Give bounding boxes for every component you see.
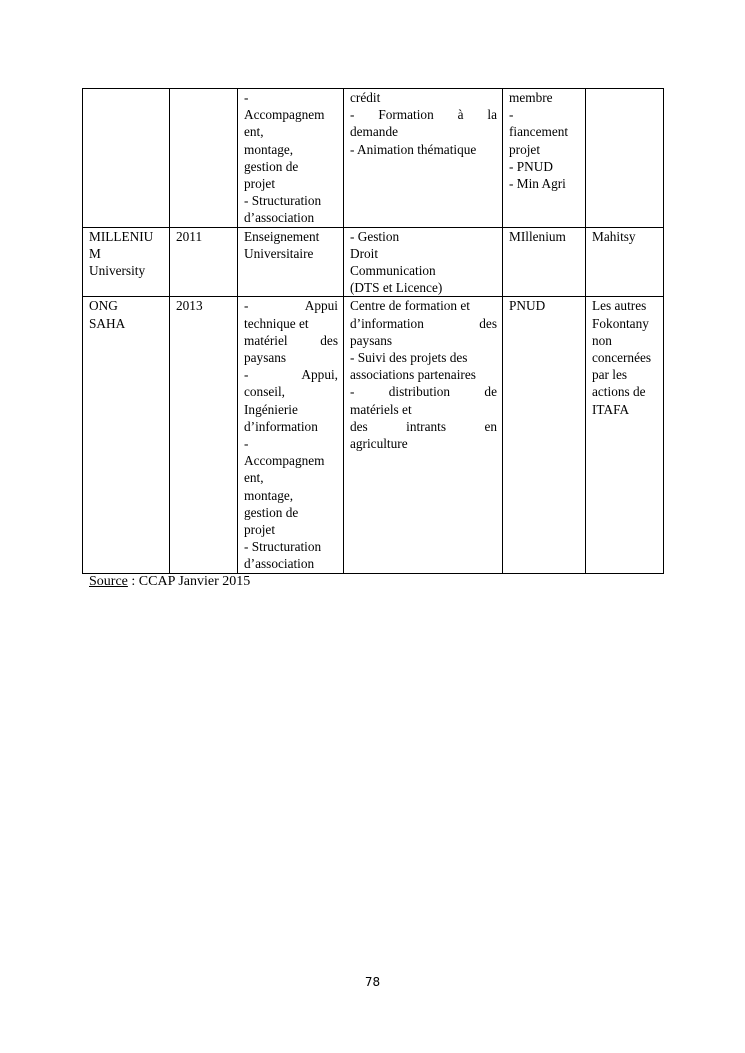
partners-cell: [503, 89, 586, 228]
cell-line: projet: [244, 522, 276, 538]
cell-word: -: [244, 367, 249, 383]
cell-word: des: [479, 315, 497, 331]
domain-cell: [238, 89, 344, 228]
cell-line: non: [592, 332, 612, 348]
org-cell: [83, 227, 170, 297]
cell-line: MILLENIU: [89, 228, 154, 244]
activities-cell: [344, 297, 503, 573]
source-text: : CCAP Janvier 2015: [127, 574, 251, 589]
cell-line: Ingénierie: [244, 401, 298, 417]
table-row: [83, 227, 664, 297]
cell-line: -: [244, 90, 249, 105]
cell-line: paysans: [350, 332, 393, 348]
cell-line: crédit: [350, 90, 381, 105]
cell-line: (DTS et Licence): [350, 280, 443, 296]
cell-line: Accompagnem: [244, 107, 325, 123]
cell-line: PNUD: [509, 298, 546, 314]
cell-line: - PNUD: [509, 158, 553, 174]
cell-line: Fokontany: [592, 315, 649, 331]
cell-word: -: [244, 298, 249, 314]
cell-line: M: [89, 245, 101, 261]
source-note: [89, 574, 250, 590]
cell-line: matériels et: [350, 401, 412, 417]
year-cell: [170, 89, 238, 228]
cell-line: - Structuration: [244, 193, 322, 209]
cell-line: projet: [509, 141, 541, 157]
cell-line: Droit: [350, 245, 379, 261]
cell-line: 2013: [176, 298, 203, 314]
cell-line: [244, 332, 338, 349]
table-row: [83, 297, 664, 573]
cell-word: matériel: [244, 332, 288, 348]
domain-cell: [238, 227, 344, 297]
cell-word: Formation: [378, 107, 434, 123]
cell-line: University: [89, 263, 146, 279]
zone-cell: [586, 297, 664, 573]
table-row: [83, 89, 664, 228]
cell-word: de: [484, 384, 497, 400]
cell-line: -: [509, 107, 514, 123]
cell-line: montage,: [244, 141, 294, 157]
cell-line: [350, 106, 497, 123]
cell-word: intrants: [406, 418, 447, 434]
cell-line: concernées: [592, 350, 652, 366]
org-cell: [83, 89, 170, 228]
cell-line: ONG: [89, 298, 118, 314]
cell-line: - Animation thématique: [350, 141, 477, 157]
cell-line: Centre de formation et: [350, 298, 470, 314]
organizations-table: [82, 88, 664, 574]
partners-cell: [503, 227, 586, 297]
cell-line: Accompagnem: [244, 453, 325, 469]
partners-cell: [503, 297, 586, 573]
cell-line: ent,: [244, 470, 264, 486]
cell-word: Appui,: [301, 367, 338, 383]
cell-line: d’information: [244, 418, 318, 434]
cell-word: des: [320, 332, 338, 348]
activities-cell: [344, 89, 503, 228]
cell-line: - Suivi des projets des: [350, 350, 468, 366]
page-number: 78: [364, 975, 381, 989]
cell-line: - Structuration: [244, 539, 322, 555]
cell-line: SAHA: [89, 315, 126, 331]
cell-line: ITAFA: [592, 401, 630, 417]
cell-line: d’association: [244, 556, 315, 572]
cell-line: technique et: [244, 315, 309, 331]
cell-line: gestion de: [244, 504, 299, 520]
cell-line: MIllenium: [509, 228, 566, 244]
cell-line: Mahitsy: [592, 228, 636, 244]
cell-line: [350, 418, 497, 435]
cell-line: - Min Agri: [509, 176, 566, 192]
cell-line: [350, 383, 497, 400]
cell-line: [350, 315, 497, 332]
cell-word: Appui: [304, 298, 338, 314]
cell-line: associations partenaires: [350, 367, 476, 383]
cell-line: Les autres: [592, 298, 647, 314]
cell-word: -: [350, 107, 355, 123]
cell-line: d’association: [244, 210, 315, 226]
cell-line: -: [244, 436, 249, 452]
cell-word: d’information: [350, 315, 424, 331]
cell-line: [244, 297, 338, 314]
cell-word: des: [350, 418, 368, 434]
cell-line: par les: [592, 367, 628, 383]
cell-line: demande: [350, 124, 398, 140]
cell-line: projet: [244, 176, 276, 192]
cell-word: à: [457, 107, 464, 123]
domain-cell: [238, 297, 344, 573]
cell-word: -: [350, 384, 355, 400]
cell-line: fiancement: [509, 124, 569, 140]
year-cell: [170, 227, 238, 297]
cell-line: Enseignement: [244, 228, 320, 244]
activities-cell: [344, 227, 503, 297]
cell-line: Communication: [350, 263, 436, 279]
org-cell: [83, 297, 170, 573]
source-label: Source: [89, 574, 128, 589]
cell-line: [244, 366, 338, 383]
cell-line: gestion de: [244, 158, 299, 174]
cell-line: ent,: [244, 124, 264, 140]
cell-line: actions de: [592, 384, 646, 400]
cell-line: membre: [509, 90, 553, 105]
zone-cell: [586, 227, 664, 297]
cell-line: 2011: [176, 228, 203, 244]
cell-line: Universitaire: [244, 245, 314, 261]
cell-line: conseil,: [244, 384, 285, 400]
cell-line: - Gestion: [350, 228, 400, 244]
cell-line: montage,: [244, 487, 294, 503]
cell-word: la: [487, 107, 497, 123]
cell-line: paysans: [244, 350, 287, 366]
cell-word: distribution: [388, 384, 451, 400]
zone-cell: [586, 89, 664, 228]
cell-line: agriculture: [350, 436, 408, 452]
year-cell: [170, 297, 238, 573]
cell-word: en: [484, 418, 497, 434]
